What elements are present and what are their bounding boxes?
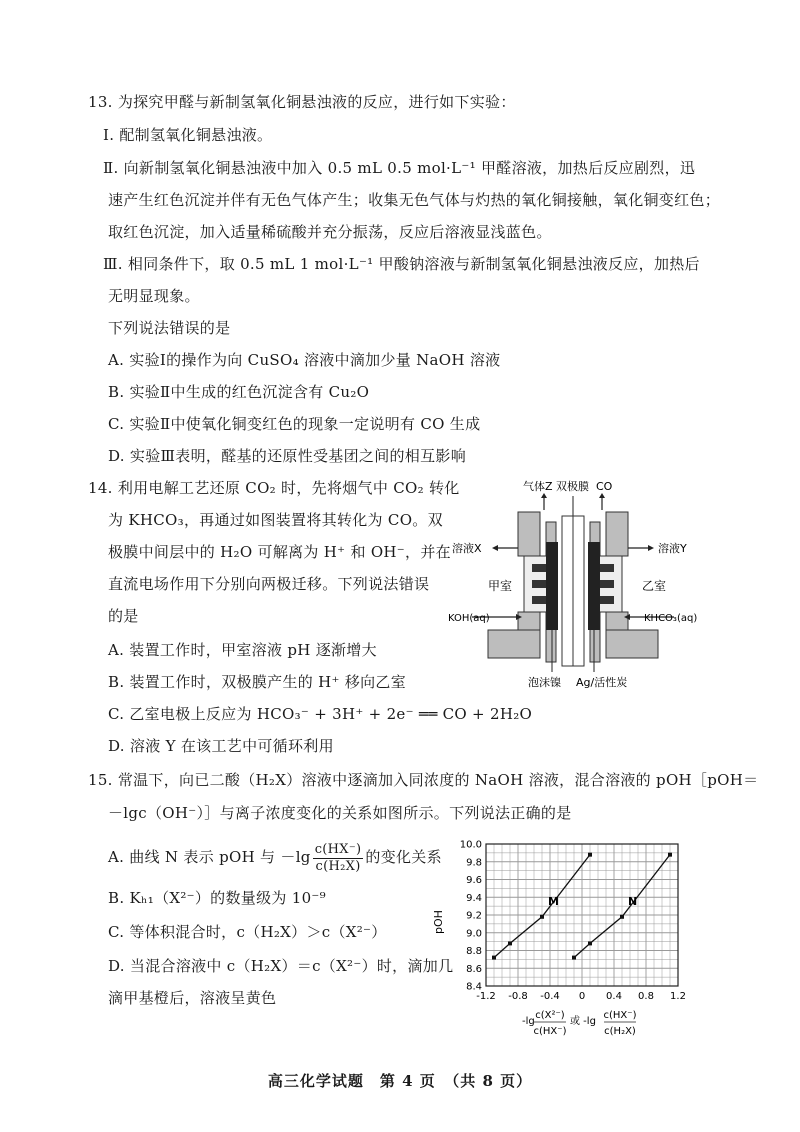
q15-option-a [108, 840, 442, 875]
q15-stem-line1: 15. 常温下，向已二酸（H₂X）溶液中逐滴加入同浓度的 NaOH 溶液，混合溶液的 pOH［pOH＝ [88, 771, 759, 789]
q14-stem-line2: 为 KHCO₃，再通过如图装置将其转化为 CO。双 [108, 511, 443, 529]
q13-step3-line1: Ⅲ. 相同条件下，取 0.5 mL 1 mol·L⁻¹ 甲酸钠溶液与新制氢氧化铜悬浊液反应，加热后 [103, 255, 700, 273]
label-koh: KOH(aq) [448, 613, 490, 624]
y-tick-label: 9.2 [466, 910, 482, 922]
data-point [540, 915, 544, 919]
label-co: CO [596, 480, 613, 493]
q13-option-c: C. 实验Ⅱ中使氧化铜变红色的现象一定说明有 CO 生成 [108, 415, 481, 433]
chart-ticks [460, 840, 686, 1003]
data-point [588, 941, 592, 945]
data-point [508, 941, 512, 945]
q15-option-d-line1: D. 当混合溶液中 c（H₂X）＝c（X²⁻）时，滴加几 [108, 957, 454, 975]
q14-option-a: A. 装置工作时，甲室溶液 pH 逐渐增大 [108, 641, 377, 659]
y-tick-label: 8.4 [466, 981, 482, 993]
data-point [492, 956, 496, 960]
q13-option-d: D. 实验Ⅲ表明，醛基的还原性受基团之间的相互影响 [108, 447, 466, 465]
q15-option-a-pre: A. 曲线 N 表示 pOH 与 －lg [108, 848, 311, 866]
x-tick-label: 0.4 [606, 991, 622, 1002]
q13-option-a: A. 实验Ⅰ的操作为向 CuSO₄ 溶液中滴加少量 NaOH 溶液 [108, 351, 501, 369]
label-solution-y: 溶液Y [658, 542, 687, 555]
q13-option-b: B. 实验Ⅱ中生成的红色沉淀含有 Cu₂O [108, 383, 370, 401]
data-point [588, 853, 592, 857]
x-tick-label: 0 [578, 991, 586, 1002]
x-label-mid: 或 -lg [570, 1016, 596, 1027]
y-tick-label: 8.6 [466, 963, 482, 975]
q14-option-d: D. 溶液 Y 在该工艺中可循环利用 [108, 737, 334, 755]
q15-option-b: B. Kₕ₁（X²⁻）的数量级为 10⁻⁹ [108, 889, 326, 907]
label-khco3: KHCO₃(aq) [644, 613, 698, 624]
q15-stem-line2: －lgc（OH⁻）］与离子浓度变化的关系如图所示。下列说法正确的是 [108, 804, 572, 822]
y-tick-label: 9.8 [466, 857, 482, 869]
x-label-f1-den: c(HX⁻) [533, 1026, 567, 1037]
q13-step2-line1: Ⅱ. 向新制氢氧化铜悬浊液中加入 0.5 mL 0.5 mol·L⁻¹ 甲醛溶液，加热后反应剧烈，迅 [103, 159, 696, 177]
label-ag-carbon: Ag/活性炭 [576, 676, 628, 689]
y-tick-label: 8.8 [466, 946, 482, 957]
x-axis-label [522, 1010, 637, 1037]
x-tick-label: -0.8 [508, 991, 528, 1002]
q13-stem: 13. 为探究甲醛与新制氢氧化铜悬浊液的反应，进行如下实验： [88, 93, 516, 111]
q15-option-a-post: 的变化关系 [365, 848, 442, 866]
q14-stem-line4: 直流电场作用下分别向两极迁移。下列说法错误 [108, 575, 430, 593]
q14-stem-line3: 极膜中间层中的 H₂O 可解离为 H⁺ 和 OH⁻，并在 [108, 543, 451, 561]
x-tick-label: -0.4 [540, 991, 560, 1002]
x-tick-label: -1.2 [476, 991, 496, 1002]
label-nickel-foam: 泡沫镍 [528, 676, 561, 689]
x-tick-label: 0.8 [638, 991, 654, 1002]
q14-stem-line1: 14. 利用电解工艺还原 CO₂ 时，先将烟气中 CO₂ 转化 [88, 479, 460, 497]
label-solution-x: 溶液X [452, 542, 482, 555]
q13-step2-line2: 速产生红色沉淀并伴有无色气体产生；收集无色气体与灼热的氧化铜接触，氧化铜变红色； [108, 191, 721, 209]
label-gas-z: 气体Z [523, 480, 553, 493]
q14-option-c: C. 乙室电极上反应为 HCO₃⁻ + 3H⁺ + 2e⁻ ══ CO + 2H₂O [108, 705, 533, 723]
series-label-m: M [548, 894, 559, 908]
y-tick-label: 9.4 [466, 892, 482, 904]
page-footer: 高三化学试题 第 4 页 （共 8 页） [267, 1072, 533, 1090]
frac-numerator: c(HX⁻) [314, 841, 362, 857]
y-tick-label: 9.6 [466, 875, 482, 886]
x-tick-label: 1.2 [670, 991, 686, 1002]
q14-option-b: B. 装置工作时，双极膜产生的 H⁺ 移向乙室 [108, 673, 406, 691]
q14-stem-line5: 的是 [108, 607, 139, 625]
q13-prompt: 下列说法错误的是 [108, 319, 231, 337]
x-label-f1-num: c(X²⁻) [535, 1010, 565, 1021]
x-label-lg1: -lg [522, 1016, 535, 1027]
x-label-f2-den: c(H₂X) [604, 1026, 636, 1037]
series-label-n: N [628, 894, 638, 908]
label-room-b: 乙室 [642, 579, 667, 593]
q13-step2-line3: 取红色沉淀，加入适量稀硫酸并充分振荡，反应后溶液显浅蓝色。 [108, 223, 552, 241]
y-tick-label: 10.0 [459, 839, 482, 851]
label-room-a: 甲室 [488, 579, 513, 593]
poh-chart [430, 832, 702, 1046]
q15-option-a-fraction [313, 842, 364, 875]
data-point [620, 915, 624, 919]
label-bipolar-membrane: 双极膜 [556, 480, 589, 493]
data-point [572, 956, 576, 960]
y-axis-label: pOH [432, 910, 445, 934]
electrolysis-cell-diagram [448, 472, 710, 692]
data-point [668, 853, 672, 857]
q15-option-d-line2: 滴甲基橙后，溶液呈黄色 [108, 989, 277, 1007]
q15-option-c: C. 等体积混合时，c（H₂X）＞c（X²⁻） [108, 923, 387, 941]
x-label-f2-num: c(HX⁻) [603, 1010, 637, 1021]
q13-step3-line2: 无明显现象。 [108, 287, 200, 305]
frac-denominator: c(H₂X) [315, 858, 361, 874]
y-tick-label: 9.0 [466, 928, 482, 940]
q13-step1: Ⅰ. 配制氢氧化铜悬浊液。 [103, 126, 273, 144]
